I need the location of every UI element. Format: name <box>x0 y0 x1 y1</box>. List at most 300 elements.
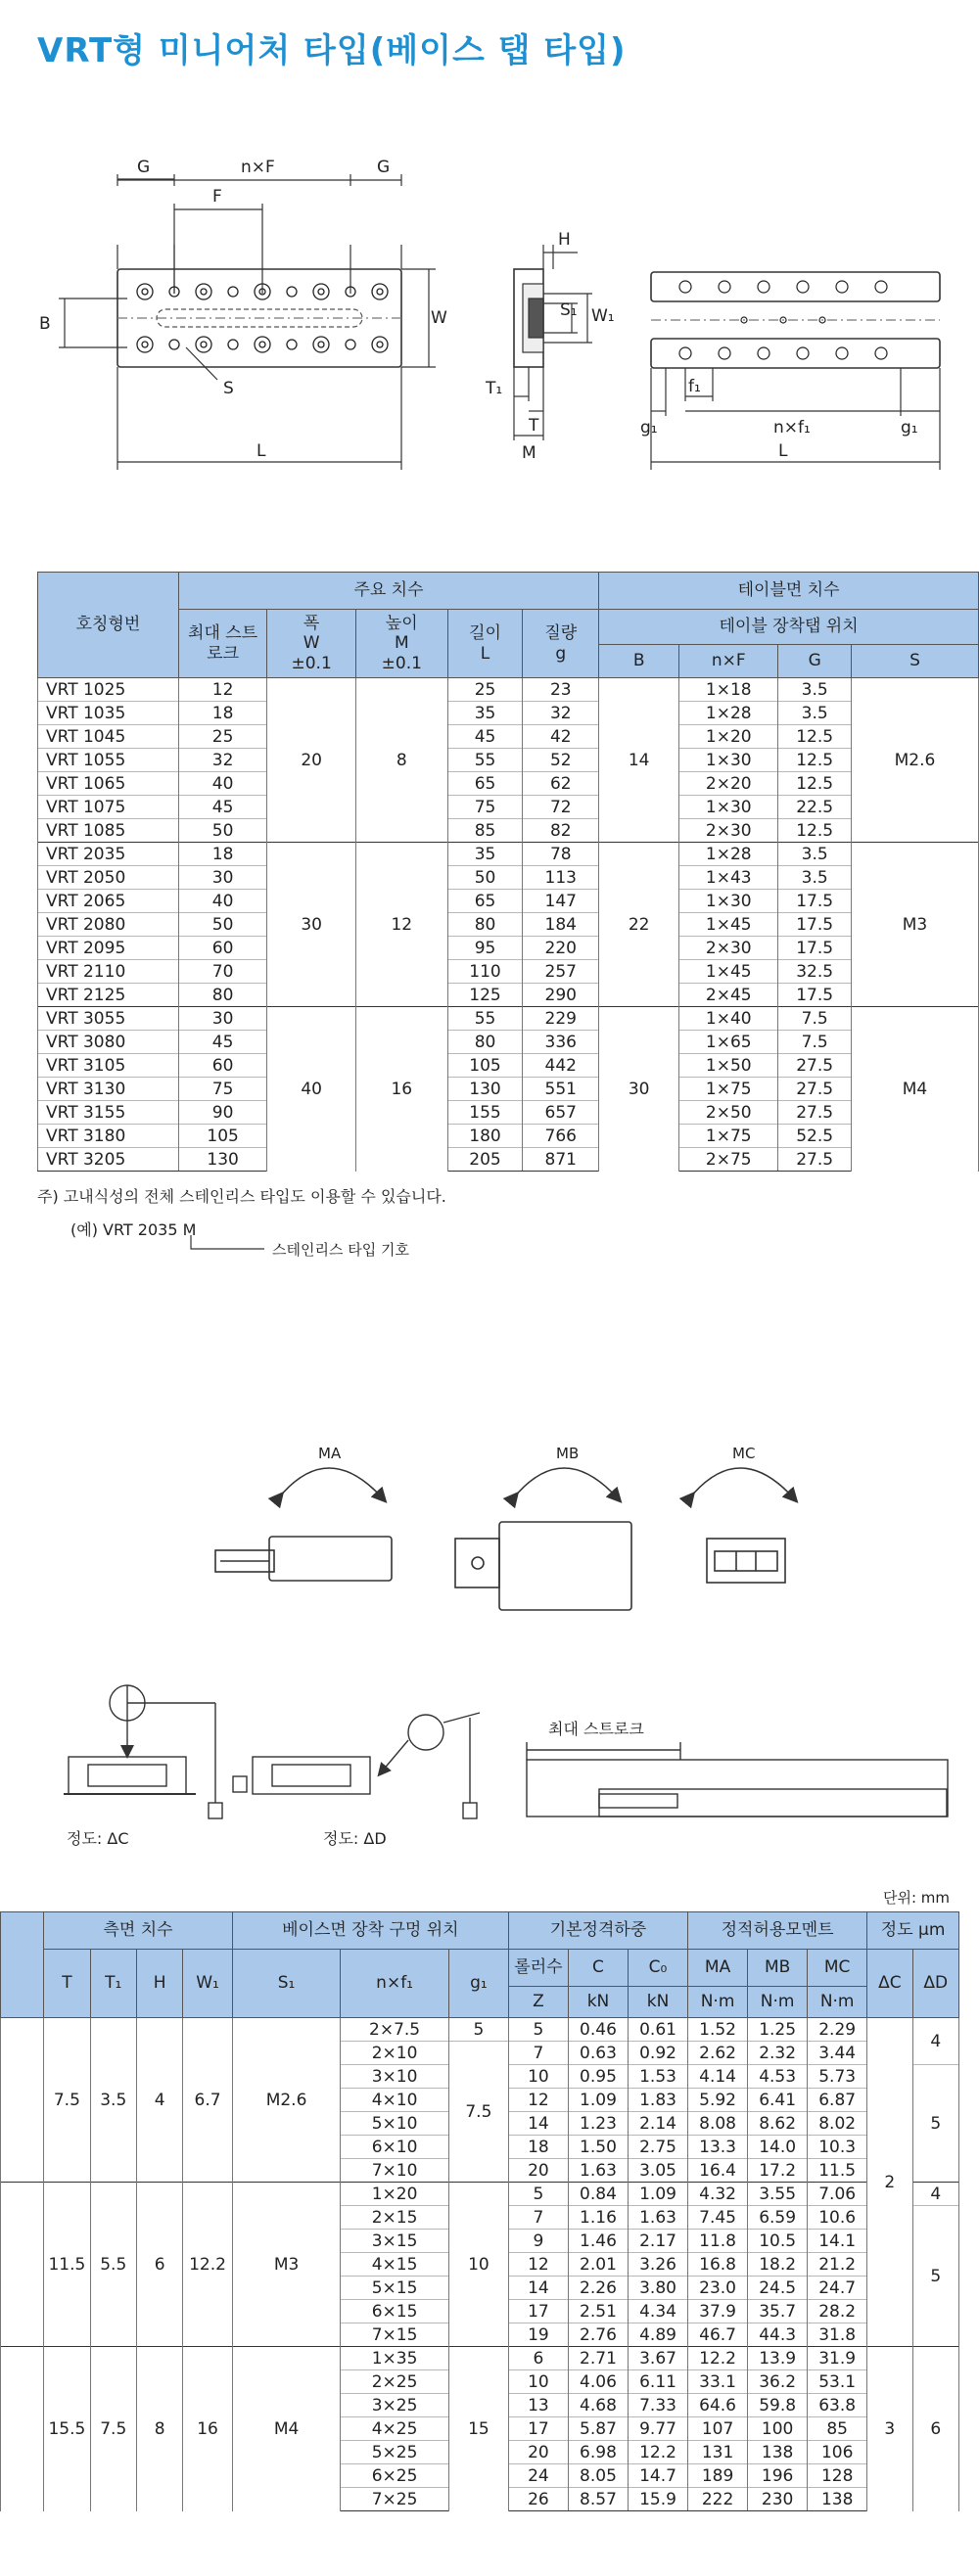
cell-MA: 13.3 <box>688 2136 748 2159</box>
table-row <box>38 1125 979 1148</box>
table-row <box>38 1101 979 1125</box>
label-W: W <box>431 308 447 328</box>
th-H: H <box>136 1950 182 2018</box>
cell-MA: 12.2 <box>688 2347 748 2370</box>
cell-W1: 6.7 <box>183 2018 233 2183</box>
cell-Z: 20 <box>508 2159 568 2183</box>
th-C0: C₀ <box>629 1950 688 1987</box>
cell-Z: 12 <box>508 2253 568 2277</box>
th-T1: T₁ <box>90 1950 136 2018</box>
th-Nm-a: N·m <box>688 1987 748 2018</box>
cell-C: 1.46 <box>568 2230 628 2253</box>
cell-C: 1.09 <box>568 2089 628 2112</box>
label-S: S <box>223 379 234 398</box>
cell-Z: 6 <box>508 2347 568 2370</box>
cell-MC: 28.2 <box>808 2300 867 2323</box>
cell-MA: 4.32 <box>688 2183 748 2206</box>
cell-stroke: 60 <box>178 937 267 960</box>
cell-dD: 6 <box>912 2347 959 2511</box>
cell-MA: 16.8 <box>688 2253 748 2277</box>
label-nF: n×F <box>241 158 275 177</box>
cell-G: 22.5 <box>778 796 852 819</box>
cell-C0: 14.7 <box>629 2464 688 2488</box>
cell-length: 80 <box>447 913 523 937</box>
cell-MA: 33.1 <box>688 2370 748 2394</box>
cell-model: VRT 2095 <box>38 937 179 960</box>
cell-S: M4 <box>851 1007 978 1172</box>
cell-dC: 3 <box>867 2347 912 2511</box>
cell-nF: 2×75 <box>679 1148 778 1172</box>
cell-stroke: 30 <box>178 866 267 890</box>
cell-C0: 0.61 <box>629 2018 688 2042</box>
cell-Z: 26 <box>508 2488 568 2511</box>
main-dimensions-table <box>37 572 979 1172</box>
cell-length: 205 <box>447 1148 523 1172</box>
cell-model: VRT 3180 <box>38 1125 179 1148</box>
cell-MC: 2.29 <box>808 2018 867 2042</box>
cell-stroke: 30 <box>178 1007 267 1031</box>
cell-G: 3.5 <box>778 702 852 725</box>
table-row <box>38 796 979 819</box>
moment-accuracy-drawing <box>0 1429 979 1869</box>
cell-C0: 4.89 <box>629 2323 688 2347</box>
th-table-dims: 테이블면 치수 <box>599 573 979 610</box>
cell-mass: 871 <box>523 1148 599 1172</box>
cell-nF: 1×75 <box>679 1078 778 1101</box>
cell-length: 95 <box>447 937 523 960</box>
table-row <box>38 1007 979 1031</box>
cell-length: 105 <box>447 1054 523 1078</box>
cell-mass: 147 <box>523 890 599 913</box>
cell-stroke: 70 <box>178 960 267 984</box>
cell-G: 17.5 <box>778 913 852 937</box>
cell-MB: 17.2 <box>748 2159 808 2183</box>
cell-MC: 14.1 <box>808 2230 867 2253</box>
cell-g1: 15 <box>448 2347 508 2511</box>
cell-Z: 13 <box>508 2394 568 2417</box>
cell-G: 12.5 <box>778 819 852 843</box>
cell-model: VRT 3155 <box>38 1101 179 1125</box>
cell-nf1: 3×15 <box>341 2230 449 2253</box>
th-mass: 질량 g <box>523 610 599 678</box>
table-row <box>1 2183 959 2206</box>
cell-C: 8.57 <box>568 2488 628 2511</box>
cell-stroke: 50 <box>178 913 267 937</box>
cell-nf1: 1×35 <box>341 2347 449 2370</box>
th-T: T <box>44 1950 90 2018</box>
cell-MA: 16.4 <box>688 2159 748 2183</box>
cell-MB: 14.0 <box>748 2136 808 2159</box>
cell-MB: 6.41 <box>748 2089 808 2112</box>
cell-MB: 196 <box>748 2464 808 2488</box>
cell-MB: 8.62 <box>748 2112 808 2136</box>
cell-nf1: 2×7.5 <box>341 2018 449 2042</box>
cell-Z: 24 <box>508 2464 568 2488</box>
cell-length: 25 <box>447 678 523 702</box>
cell-C0: 2.17 <box>629 2230 688 2253</box>
cell-MC: 85 <box>808 2417 867 2441</box>
table-row <box>38 725 979 749</box>
cell-nf1: 2×15 <box>341 2206 449 2230</box>
cell-C: 1.16 <box>568 2206 628 2230</box>
cell-C: 1.63 <box>568 2159 628 2183</box>
label-g1-right: g₁ <box>901 418 918 437</box>
cell-model: VRT 2110 <box>38 960 179 984</box>
cell-stroke: 75 <box>178 1078 267 1101</box>
cell-dD: 5 <box>912 2065 959 2183</box>
cell-MB: 4.53 <box>748 2065 808 2089</box>
cell-C0: 4.34 <box>629 2300 688 2323</box>
cell-nF: 1×45 <box>679 960 778 984</box>
cell-length: 110 <box>447 960 523 984</box>
cell-model: VRT 1075 <box>38 796 179 819</box>
cell-MA: 1.52 <box>688 2018 748 2042</box>
cell-C0: 15.9 <box>629 2488 688 2511</box>
label-F: F <box>212 187 222 207</box>
th-nf1: n×f₁ <box>341 1950 449 2018</box>
cell-mass: 657 <box>523 1101 599 1125</box>
cell-C: 1.50 <box>568 2136 628 2159</box>
th-kN0: kN <box>629 1987 688 2018</box>
cell-model: VRT 1025 <box>38 678 179 702</box>
cell-G: 17.5 <box>778 937 852 960</box>
th-S: S <box>851 645 978 678</box>
th-S1: S₁ <box>232 1950 341 2018</box>
cell-blank <box>1 2183 44 2347</box>
cell-mass: 32 <box>523 702 599 725</box>
cell-MA: 11.8 <box>688 2230 748 2253</box>
cell-nf1: 6×10 <box>341 2136 449 2159</box>
th-height: 높이 M ±0.1 <box>355 610 447 678</box>
cell-dD: 5 <box>912 2206 959 2347</box>
cell-nF: 1×45 <box>679 913 778 937</box>
table-row <box>38 843 979 866</box>
cell-mass: 442 <box>523 1054 599 1078</box>
cell-G: 32.5 <box>778 960 852 984</box>
cell-MB: 138 <box>748 2441 808 2464</box>
th-nF: n×F <box>679 645 778 678</box>
label-g1-left: g₁ <box>640 418 658 437</box>
cell-C: 4.06 <box>568 2370 628 2394</box>
note-example: (예) VRT 2035 M <box>70 1220 197 1239</box>
cell-G: 12.5 <box>778 749 852 772</box>
cell-mass: 551 <box>523 1078 599 1101</box>
cell-dC: 2 <box>867 2018 912 2347</box>
label-MA: MA <box>318 1445 342 1462</box>
cell-B: 14 <box>599 678 679 843</box>
cell-length: 130 <box>447 1078 523 1101</box>
cell-T: 11.5 <box>44 2183 90 2347</box>
dimension-drawing <box>0 147 979 480</box>
cell-model: VRT 1045 <box>38 725 179 749</box>
th-C: C <box>568 1950 628 1987</box>
cell-MC: 128 <box>808 2464 867 2488</box>
cell-B: 30 <box>599 1007 679 1172</box>
cell-G: 27.5 <box>778 1078 852 1101</box>
table-row <box>38 819 979 843</box>
cell-stroke: 18 <box>178 843 267 866</box>
cell-blank <box>1 2347 44 2511</box>
cell-MA: 2.62 <box>688 2042 748 2065</box>
th-static-moment: 정적허용모멘트 <box>688 1912 867 1950</box>
cell-S: M2.6 <box>851 678 978 843</box>
cell-C: 4.68 <box>568 2394 628 2417</box>
cell-T1: 3.5 <box>90 2018 136 2183</box>
cell-MA: 64.6 <box>688 2394 748 2417</box>
cell-nf1: 7×10 <box>341 2159 449 2183</box>
cell-C: 2.76 <box>568 2323 628 2347</box>
cell-MA: 5.92 <box>688 2089 748 2112</box>
cell-MC: 31.8 <box>808 2323 867 2347</box>
cell-C0: 3.67 <box>629 2347 688 2370</box>
label-accuracy-dD: 정도: ΔD <box>323 1829 387 1848</box>
cell-C: 1.23 <box>568 2112 628 2136</box>
cell-nF: 2×45 <box>679 984 778 1007</box>
cell-Z: 5 <box>508 2018 568 2042</box>
cell-C: 5.87 <box>568 2417 628 2441</box>
cell-H: 6 <box>136 2183 182 2347</box>
table-row <box>38 913 979 937</box>
cell-height: 8 <box>355 678 447 843</box>
label-f1: f₁ <box>688 377 701 396</box>
cell-C0: 7.33 <box>629 2394 688 2417</box>
th-Nm-c: N·m <box>808 1987 867 2018</box>
cell-nF: 1×65 <box>679 1031 778 1054</box>
cell-stroke: 40 <box>178 772 267 796</box>
cell-Z: 14 <box>508 2277 568 2300</box>
cell-nF: 1×18 <box>679 678 778 702</box>
table-row <box>38 960 979 984</box>
table-row <box>38 702 979 725</box>
cell-g1: 5 <box>448 2018 508 2042</box>
label-G-right: G <box>377 158 391 177</box>
th-tap-pos: 테이블 장착탭 위치 <box>599 610 979 645</box>
cell-C0: 2.14 <box>629 2112 688 2136</box>
th-model: 호칭형번 <box>38 573 179 678</box>
cell-length: 125 <box>447 984 523 1007</box>
cell-length: 35 <box>447 702 523 725</box>
cell-MB: 100 <box>748 2417 808 2441</box>
cell-nF: 2×30 <box>679 819 778 843</box>
label-B: B <box>39 314 51 334</box>
cell-stroke: 45 <box>178 796 267 819</box>
cell-Z: 7 <box>508 2206 568 2230</box>
cell-C0: 1.63 <box>629 2206 688 2230</box>
th-width: 폭 W ±0.1 <box>267 610 356 678</box>
cell-MC: 24.7 <box>808 2277 867 2300</box>
cell-stroke: 32 <box>178 749 267 772</box>
cell-length: 155 <box>447 1101 523 1125</box>
cell-mass: 113 <box>523 866 599 890</box>
cell-blank <box>1 2018 44 2183</box>
cell-width: 40 <box>267 1007 356 1172</box>
cell-length: 35 <box>447 843 523 866</box>
label-G-left: G <box>137 158 151 177</box>
cell-stroke: 50 <box>178 819 267 843</box>
cell-Z: 12 <box>508 2089 568 2112</box>
cell-MC: 31.9 <box>808 2347 867 2370</box>
cell-length: 75 <box>447 796 523 819</box>
cell-nF: 1×30 <box>679 890 778 913</box>
cell-nf1: 3×10 <box>341 2065 449 2089</box>
cell-model: VRT 2065 <box>38 890 179 913</box>
th-MB: MB <box>748 1950 808 1987</box>
cell-MC: 53.1 <box>808 2370 867 2394</box>
cell-C: 8.05 <box>568 2464 628 2488</box>
cell-stroke: 18 <box>178 702 267 725</box>
cell-C: 2.51 <box>568 2300 628 2323</box>
cell-H: 8 <box>136 2347 182 2511</box>
table-row <box>38 1148 979 1172</box>
cell-model: VRT 1085 <box>38 819 179 843</box>
cell-mass: 78 <box>523 843 599 866</box>
cell-MC: 6.87 <box>808 2089 867 2112</box>
cell-MC: 21.2 <box>808 2253 867 2277</box>
cell-C0: 3.05 <box>629 2159 688 2183</box>
th-main-dims: 주요 치수 <box>178 573 598 610</box>
cell-G: 3.5 <box>778 843 852 866</box>
cell-Z: 7 <box>508 2042 568 2065</box>
th-g1: g₁ <box>448 1950 508 2018</box>
table-row <box>38 1031 979 1054</box>
cell-C0: 1.09 <box>629 2183 688 2206</box>
cell-C0: 0.92 <box>629 2042 688 2065</box>
cell-length: 55 <box>447 1007 523 1031</box>
cell-C: 2.71 <box>568 2347 628 2370</box>
cell-model: VRT 2050 <box>38 866 179 890</box>
cell-G: 7.5 <box>778 1007 852 1031</box>
cell-MB: 24.5 <box>748 2277 808 2300</box>
cell-MA: 7.45 <box>688 2206 748 2230</box>
th-Nm-b: N·m <box>748 1987 808 2018</box>
cell-model: VRT 3105 <box>38 1054 179 1078</box>
cell-nf1: 1×20 <box>341 2183 449 2206</box>
cell-C0: 1.83 <box>629 2089 688 2112</box>
cell-stroke: 130 <box>178 1148 267 1172</box>
cell-C: 0.63 <box>568 2042 628 2065</box>
cell-stroke: 25 <box>178 725 267 749</box>
cell-MA: 222 <box>688 2488 748 2511</box>
cell-nf1: 7×15 <box>341 2323 449 2347</box>
th-rollers: 롤러수 <box>508 1950 568 1987</box>
cell-C: 2.26 <box>568 2277 628 2300</box>
cell-MB: 10.5 <box>748 2230 808 2253</box>
cell-MC: 10.3 <box>808 2136 867 2159</box>
label-T1: T₁ <box>486 379 503 398</box>
cell-C0: 9.77 <box>629 2417 688 2441</box>
cell-C: 0.46 <box>568 2018 628 2042</box>
cell-MC: 7.06 <box>808 2183 867 2206</box>
cell-G: 12.5 <box>778 725 852 749</box>
cell-T: 15.5 <box>44 2347 90 2511</box>
cell-MC: 63.8 <box>808 2394 867 2417</box>
table-row <box>38 937 979 960</box>
cell-model: VRT 1055 <box>38 749 179 772</box>
cell-G: 27.5 <box>778 1148 852 1172</box>
table-row <box>38 1078 979 1101</box>
cell-nF: 1×30 <box>679 749 778 772</box>
table-row <box>38 749 979 772</box>
cell-MB: 18.2 <box>748 2253 808 2277</box>
cell-C: 6.98 <box>568 2441 628 2464</box>
cell-MA: 107 <box>688 2417 748 2441</box>
cell-nf1: 4×15 <box>341 2253 449 2277</box>
cell-T: 7.5 <box>44 2018 90 2183</box>
cell-Z: 19 <box>508 2323 568 2347</box>
cell-mass: 23 <box>523 678 599 702</box>
cell-nF: 1×30 <box>679 796 778 819</box>
cell-stroke: 45 <box>178 1031 267 1054</box>
cell-model: VRT 3055 <box>38 1007 179 1031</box>
cell-G: 52.5 <box>778 1125 852 1148</box>
cell-MB: 6.59 <box>748 2206 808 2230</box>
cell-mass: 290 <box>523 984 599 1007</box>
label-L: L <box>256 441 266 461</box>
cell-model: VRT 2035 <box>38 843 179 866</box>
label-accuracy-dC: 정도: ΔC <box>67 1829 129 1848</box>
cell-MB: 13.9 <box>748 2347 808 2370</box>
cell-nF: 1×28 <box>679 843 778 866</box>
cell-C0: 3.80 <box>629 2277 688 2300</box>
table-row <box>38 772 979 796</box>
cell-nF: 1×20 <box>679 725 778 749</box>
cell-Z: 10 <box>508 2065 568 2089</box>
cell-Z: 9 <box>508 2230 568 2253</box>
cell-Z: 5 <box>508 2183 568 2206</box>
cell-nF: 2×30 <box>679 937 778 960</box>
cell-MB: 2.32 <box>748 2042 808 2065</box>
cell-mass: 257 <box>523 960 599 984</box>
cell-MA: 8.08 <box>688 2112 748 2136</box>
cell-Z: 17 <box>508 2417 568 2441</box>
cell-MB: 1.25 <box>748 2018 808 2042</box>
cell-C: 0.84 <box>568 2183 628 2206</box>
label-max-stroke: 최대 스트로크 <box>548 1720 644 1738</box>
th-W1: W₁ <box>183 1950 233 2018</box>
cell-length: 65 <box>447 772 523 796</box>
cell-model: VRT 2125 <box>38 984 179 1007</box>
load-rating-body <box>1 2018 959 2511</box>
cell-height: 16 <box>355 1007 447 1172</box>
cell-G: 17.5 <box>778 890 852 913</box>
main-dimensions-body <box>38 678 979 1172</box>
cell-Z: 20 <box>508 2441 568 2464</box>
cell-MB: 44.3 <box>748 2323 808 2347</box>
cell-stroke: 12 <box>178 678 267 702</box>
cell-C0: 6.11 <box>629 2370 688 2394</box>
table-row <box>38 1054 979 1078</box>
cell-length: 45 <box>447 725 523 749</box>
cell-nF: 1×43 <box>679 866 778 890</box>
cell-model: VRT 3130 <box>38 1078 179 1101</box>
cell-G: 12.5 <box>778 772 852 796</box>
cell-MA: 131 <box>688 2441 748 2464</box>
cell-nf1: 5×10 <box>341 2112 449 2136</box>
cell-stroke: 105 <box>178 1125 267 1148</box>
cell-MA: 37.9 <box>688 2300 748 2323</box>
th-max-stroke: 최대 스트로크 <box>178 610 267 678</box>
cell-nF: 1×40 <box>679 1007 778 1031</box>
note-stainless: 주) 고내식성의 전체 스테인리스 타입도 이용할 수 있습니다. <box>37 1187 446 1206</box>
cell-mass: 220 <box>523 937 599 960</box>
cell-length: 50 <box>447 866 523 890</box>
cell-MB: 3.55 <box>748 2183 808 2206</box>
label-MB: MB <box>556 1445 580 1462</box>
th-basic-load: 기본정격하중 <box>508 1912 687 1950</box>
cell-C: 2.01 <box>568 2253 628 2277</box>
th-dD: ΔD <box>912 1950 959 2018</box>
cell-G: 7.5 <box>778 1031 852 1054</box>
